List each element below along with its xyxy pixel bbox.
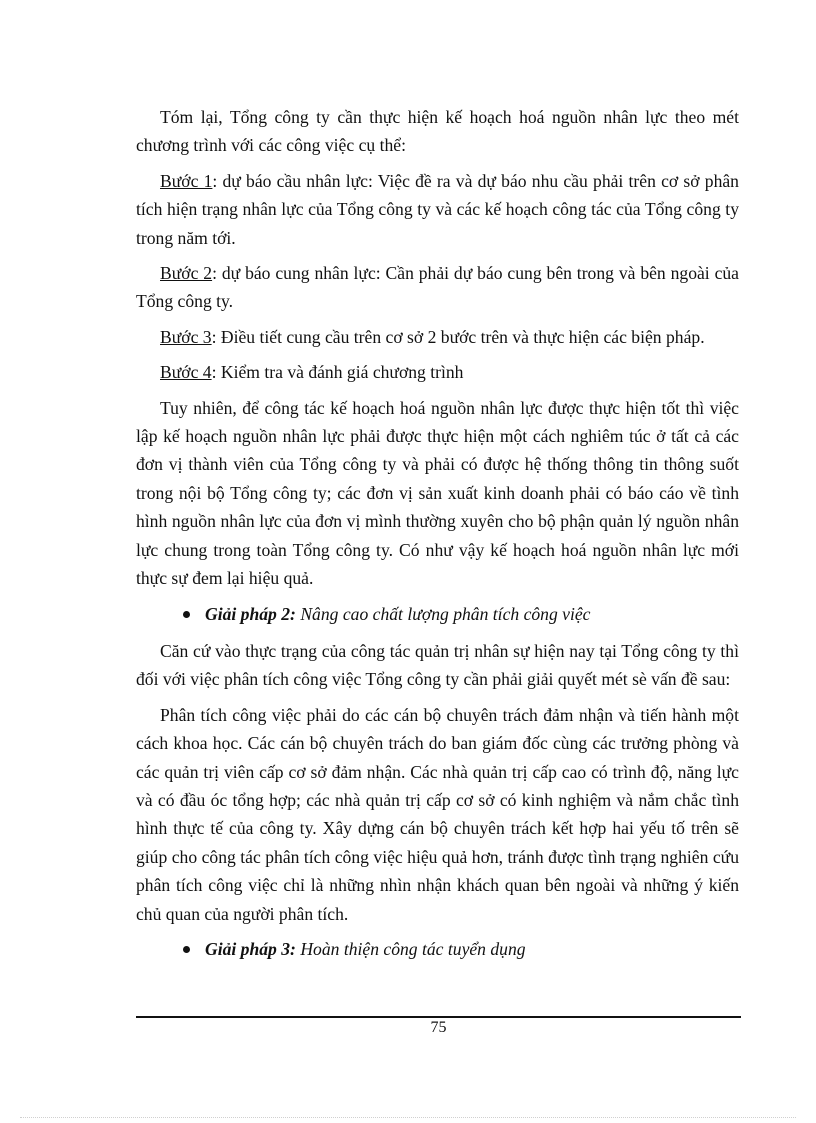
paragraph-however: Tuy nhiên, để công tác kế hoạch hoá nguồn nhân lực được thực hiện tốt thì việc lập kế hoạch nguồn nhân lực phải được thực hiện một cách nghiêm túc ở tất cả các đơn vị thành viên của Tổng công ty và phải có được hệ thống thông tin thông suốt trong nội bộ Tổng công ty; các đơn vị sản xuất kinh doanh phải có báo cáo về tình hình nguồn nhân lực của đơn vị mình thường xuyên cho bộ phận quản lý nguồn nhân lực chung trong toàn Tổng công ty. Có như vậy kế hoạch hoá nguồn nhân lực mới thực sự đem lại hiệu quả. bbox=[136, 397, 739, 589]
solution-2-text: Nâng cao chất lượng phân tích công việc bbox=[295, 603, 591, 624]
paragraph-summary: Tóm lại, Tổng công ty cần thực hiện kế hoạch hoá nguồn nhân lực theo mét chương trình với các công việc cụ thể: bbox=[136, 107, 739, 156]
solution-3-label: Giải pháp 3: bbox=[205, 938, 296, 959]
page-number: 75 bbox=[430, 1019, 447, 1036]
step-1-label: Bước 1 bbox=[160, 170, 213, 191]
step-4-text: : Kiểm tra và đánh giá chương trình bbox=[211, 362, 464, 383]
step-3-text: : Điều tiết cung cầu trên cơ sở 2 bước trên và thực hiện các biện pháp. bbox=[211, 326, 705, 347]
paragraph-step-4 bbox=[136, 358, 739, 386]
page-body bbox=[136, 103, 739, 972]
solution-3-text: Hoàn thiện công tác tuyển dụng bbox=[295, 938, 526, 959]
page-bottom-dotted-divider bbox=[20, 1117, 796, 1118]
paragraph-based-on: Căn cứ vào thực trạng của công tác quản trị nhân sự hiện nay tại Tổng công ty thì đối với việc phân tích công việc Tổng công ty cần phải giải quyết mét sè vấn đề sau: bbox=[136, 640, 739, 690]
step-4-label: Bước 4 bbox=[160, 362, 212, 383]
paragraph-step-2 bbox=[136, 259, 739, 316]
bullet-dot-icon bbox=[183, 946, 190, 953]
paragraph-job-analysis: Phân tích công việc phải do các cán bộ chuyên trách đảm nhận và tiến hành một cách khoa học. Các cán bộ chuyên trách do ban giám đốc cùng các trưởng phòng và các quản trị viên cấp cơ sở đảm nhận. Các nhà quản trị cấp cao có trình độ, năng lực và có đầu óc tổng hợp; các nhà quản trị cấp cơ sở có kinh nghiệm và nắm chắc tình hình thực tế của công ty. Xây dựng cán bộ chuyên trách kết hợp hai yếu tố trên sẽ giúp cho công tác phân tích công việc hiệu quả hơn, tránh được tình trạng nghiên cứu phân tích công việc chỉ là những nhìn nhận khách quan bên ngoài và những ý kiến chủ quan của người phân tích. bbox=[136, 704, 739, 924]
solution-2-label: Giải pháp 2: bbox=[205, 603, 296, 624]
step-1-text: : dự báo cầu nhân lực: Việc đề ra và dự báo nhu cầu phải trên cơ sở phân tích hiện trạng nhân lực của Tổng công ty và các kế hoạch công tác của Tổng công ty trong năm tới. bbox=[136, 170, 739, 248]
bullet-solution-2 bbox=[136, 600, 739, 628]
step-2-text: : dự báo cung nhân lực: Cần phải dự báo cung bên trong và bên ngoài của Tổng công ty. bbox=[136, 263, 739, 312]
paragraph-step-1 bbox=[136, 167, 739, 252]
bullet-solution-3 bbox=[136, 935, 739, 963]
step-3-label: Bước 3 bbox=[160, 326, 212, 347]
step-2-label: Bước 2 bbox=[160, 263, 213, 284]
bullet-dot-icon bbox=[183, 611, 190, 618]
paragraph-step-3 bbox=[136, 323, 739, 351]
